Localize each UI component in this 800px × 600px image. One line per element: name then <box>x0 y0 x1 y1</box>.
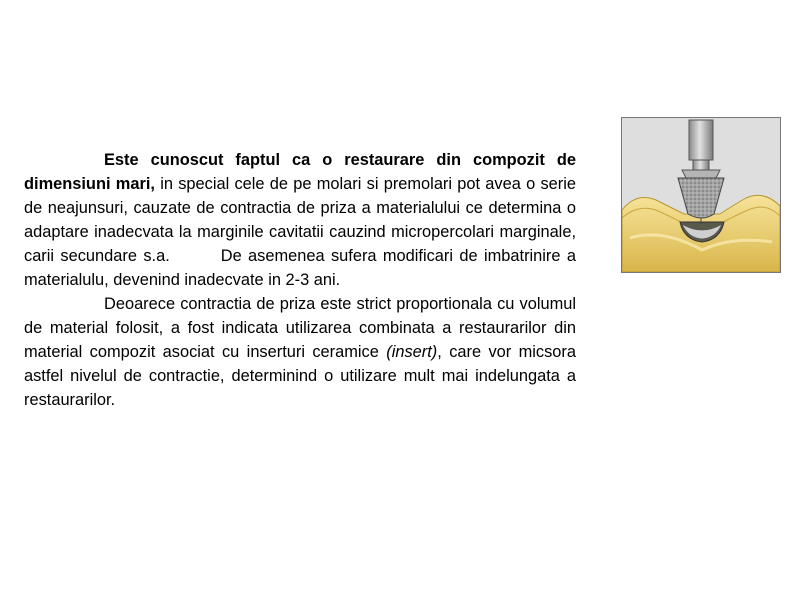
paragraph-2-italic-term: (insert) <box>386 343 438 361</box>
paragraph-1 <box>24 148 581 292</box>
paragraph-2-text-before: Deoarece contractia de priza este strict proportionala cu volumul de material folosit, a fost indicata utilizarea combinata a restaurarilor din material compozit asociat cu inserturi ceramice <box>24 295 576 361</box>
paragraph-2-text-after: , care vor micsora astfel nivelul de contractie, determinind o utilizare mult mai indelungata a restaurarilor. <box>24 343 576 409</box>
dental-bur-icon <box>622 118 780 272</box>
paragraph-1-bold-intro: Este cunoscut faptul ca o restaurare din compozit de dimensiuni mari, <box>24 151 576 193</box>
paragraph-2 <box>24 292 576 412</box>
text-body <box>24 148 581 412</box>
dental-bur-illustration <box>621 117 781 273</box>
paragraph-1-text: in special cele de pe molari si premolari pot avea o serie de neajunsuri, cauzate de contractia de priza a materialului ce determina o adaptare inadecvata la marginile cavitatii cauzind micropercolari marginale, carii secundare s.a. De asemenea sufera modificari de imbatrinire a materialulu, devenind inadecvate in 2-3 ani. <box>24 175 581 289</box>
